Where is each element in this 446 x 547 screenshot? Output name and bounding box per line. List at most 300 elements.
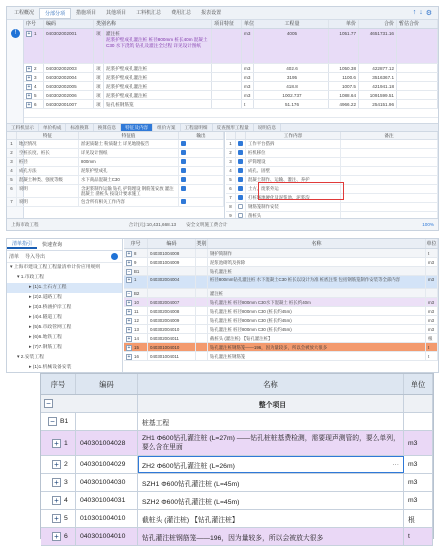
tree-item-label: (3)3.桥涵护岸工程	[32, 305, 72, 310]
row-code: 040302002006	[44, 91, 94, 99]
more-icon[interactable]: ···	[392, 461, 399, 468]
row-name-text: 泥浆护壁成孔灌注桩	[106, 84, 148, 89]
info-icon[interactable]: !	[11, 29, 20, 38]
row-seq	[124, 298, 148, 306]
table-row[interactable]	[41, 413, 433, 431]
feature-column-header: 输出	[179, 132, 224, 139]
row-quantity: 1002.737	[254, 91, 329, 99]
lower-tab[interactable]: 特征及内容	[121, 124, 153, 131]
row-seq	[124, 325, 148, 333]
expand-icon[interactable]: +	[52, 460, 61, 469]
expand-icon[interactable]: +	[27, 31, 31, 37]
row-name[interactable]	[138, 456, 404, 473]
tree-item[interactable]	[7, 363, 122, 373]
row-name[interactable]	[138, 431, 404, 455]
lower-tab[interactable]: 工料机显示	[7, 124, 39, 131]
expand-icon[interactable]: +	[52, 439, 61, 448]
row-type	[196, 267, 208, 275]
row-seq	[124, 267, 148, 275]
table-row[interactable]	[124, 289, 438, 298]
row-seq	[41, 528, 76, 545]
lower-tab[interactable]: 反查图形工程量	[213, 124, 254, 131]
column-header[interactable]: 单位	[244, 21, 255, 27]
grid-header	[24, 20, 438, 29]
row-spec	[212, 64, 242, 72]
expand-icon[interactable]: +	[27, 74, 31, 81]
expand-icon[interactable]: +	[52, 478, 61, 487]
row-name-text: ZH1 Φ600钻孔灌注桩 (L=27m) ——钻孔桩桩基费检测，需要现声测管的，要么单列，要么含在里面	[142, 435, 400, 451]
feature-output[interactable]	[179, 149, 224, 157]
toolbar-tab[interactable]: 其他项目	[106, 9, 127, 16]
column-header[interactable]: 名称	[104, 20, 212, 28]
row-seq-text: 11	[134, 309, 139, 314]
feature-output[interactable]	[179, 167, 224, 175]
column-header[interactable]: 类别	[96, 21, 107, 27]
checkbox-icon[interactable]	[238, 177, 243, 182]
lower-tab-bar	[7, 123, 438, 132]
tree-item[interactable]	[7, 283, 122, 293]
row-name-text: 钻孔灌注桩钢筋笼——196，因为量较多，所以会被放大很多	[142, 534, 324, 542]
toolbar-tab[interactable]: 工程概况	[14, 9, 35, 16]
column-header[interactable]: 类别	[196, 241, 207, 247]
row-code: 040302004008	[148, 307, 196, 315]
table-row[interactable]	[124, 352, 438, 361]
row-name: 截桩头 (灌注桩) 【钻孔灌注桩】	[208, 334, 426, 342]
feature-table	[7, 132, 225, 220]
work-content: 成孔、固壁	[246, 167, 341, 175]
row-seq-text: 14	[134, 336, 139, 341]
row-name	[104, 64, 212, 72]
work-no: 8	[226, 203, 236, 211]
row-unit: m3	[426, 258, 438, 266]
toolbar-tab[interactable]: 措施项目	[76, 9, 97, 16]
column-header[interactable]: 名称	[208, 239, 426, 248]
work-note	[341, 167, 438, 175]
work-row[interactable]	[226, 140, 438, 149]
feature-row[interactable]	[7, 198, 224, 207]
feature-name: 地层情况	[17, 140, 79, 148]
row-seq-text: 13	[134, 327, 139, 332]
expand-icon[interactable]: +	[127, 259, 131, 266]
row-seq	[24, 100, 44, 108]
checkbox-icon[interactable]	[181, 141, 186, 146]
tab-bill-guide[interactable]: 清单指引	[7, 240, 37, 249]
checkbox-icon[interactable]	[181, 199, 186, 204]
feature-value[interactable]: 泥浆护壁成孔	[79, 167, 179, 175]
status-right: 安全文明施工费合计	[186, 221, 228, 227]
row-unit: m3	[242, 29, 254, 63]
bill-button[interactable]: 清单	[9, 254, 20, 260]
row-code: 040301004031	[76, 492, 138, 509]
row-name[interactable]	[138, 474, 404, 491]
table-row[interactable]	[41, 474, 433, 492]
toolbar-tab[interactable]: 分部分项	[39, 8, 71, 19]
expand-icon[interactable]: +	[52, 514, 61, 523]
row-unit	[404, 395, 433, 412]
work-note	[341, 185, 438, 193]
table-row[interactable]	[24, 100, 438, 109]
column-header[interactable]: 项目特征	[212, 20, 242, 28]
checkbox-icon[interactable]	[181, 150, 186, 155]
row-estimate	[397, 64, 438, 72]
row-seq-text: 10	[134, 300, 139, 305]
work-row[interactable]	[226, 158, 438, 167]
row-code: 040301004029	[76, 456, 138, 473]
row-name-text: 桩基工程	[142, 419, 170, 427]
tree-item[interactable]	[7, 303, 122, 313]
arrow-down-icon[interactable]: ↓	[419, 9, 423, 16]
row-type	[196, 316, 208, 324]
expand-icon[interactable]: +	[27, 83, 31, 90]
collapse-icon[interactable]: −	[127, 290, 131, 297]
column-header[interactable]: 编码	[148, 239, 196, 248]
work-check[interactable]	[236, 185, 246, 193]
collapse-icon[interactable]: −	[127, 268, 131, 275]
work-note	[341, 203, 438, 211]
zoomed-bill-table	[40, 373, 434, 542]
work-check[interactable]	[236, 167, 246, 175]
row-name: 钻孔灌注桩	[208, 267, 426, 275]
checkbox-icon[interactable]	[181, 177, 186, 182]
zoom-level[interactable]: 100%	[422, 222, 434, 227]
feature-row[interactable]	[7, 167, 224, 176]
row-unit: m3	[426, 298, 438, 306]
import-export-button[interactable]: 导入导出	[25, 254, 46, 260]
work-row[interactable]	[226, 203, 438, 212]
feature-no: 4	[7, 167, 17, 175]
work-note	[341, 140, 438, 148]
row-code: 040302004010	[148, 325, 196, 333]
column-header[interactable]: 序号	[41, 374, 76, 394]
column-header[interactable]: 序号	[124, 239, 148, 248]
row-seq-text: 9	[134, 260, 137, 265]
feature-value[interactable]: 800mm	[79, 158, 179, 166]
feature-value[interactable]: 淤泥质黏土 粉质黏土 详见地勘报告	[79, 140, 179, 148]
status-total: 合计(元):10,431,668.13	[128, 221, 177, 227]
row-code: 040302004009	[148, 316, 196, 324]
row-type	[196, 289, 208, 297]
table-row[interactable]	[124, 325, 438, 334]
expand-icon[interactable]: +	[127, 317, 131, 324]
row-code: 040301004030	[76, 474, 138, 491]
add-icon[interactable]	[111, 253, 118, 260]
tree-item[interactable]	[7, 353, 122, 363]
work-row[interactable]	[226, 167, 438, 176]
column-header[interactable]: 单价	[329, 20, 359, 28]
work-note	[341, 158, 438, 166]
file-icon: ▸	[29, 325, 33, 330]
feature-value[interactable]: 包含所有相关工作内容	[79, 198, 179, 206]
table-row[interactable]	[124, 249, 438, 258]
lower-tab[interactable]: 单价构成	[39, 124, 66, 131]
table-row[interactable]	[41, 510, 433, 528]
expand-icon[interactable]: +	[127, 326, 131, 333]
work-row[interactable]	[226, 149, 438, 158]
row-type	[196, 298, 208, 306]
work-check[interactable]	[236, 203, 246, 211]
row-name: 钢护筒制作	[208, 249, 426, 257]
expand-icon[interactable]: +	[127, 353, 131, 360]
feature-output[interactable]	[179, 140, 224, 148]
row-seq	[24, 64, 44, 72]
feature-output[interactable]	[179, 185, 224, 197]
toolbar-tab[interactable]: 报表设置	[201, 9, 222, 16]
row-name[interactable]	[138, 413, 404, 430]
feature-value[interactable]: 含泥浆制作运输 钻孔 护筒埋设 钢筋笼安放 灌注混凝土 凿桩头 按设计要求施工	[79, 185, 179, 197]
feature-no: 3	[7, 158, 17, 166]
row-name	[104, 100, 212, 108]
work-content: 工作平台搭拆	[246, 140, 341, 148]
row-name[interactable]	[138, 395, 404, 412]
column-header[interactable]: 工程量	[254, 20, 329, 28]
expand-icon[interactable]: +	[27, 92, 31, 99]
feature-output[interactable]	[179, 158, 224, 166]
chevron-down-icon: ▾	[10, 265, 14, 270]
row-code	[76, 413, 138, 430]
feature-value[interactable]: 详见设计图纸	[79, 149, 179, 157]
grid-rows	[124, 249, 438, 361]
work-note	[341, 176, 438, 184]
row-unit: m3	[242, 73, 254, 81]
checkbox-icon[interactable]	[238, 150, 243, 155]
row-type: 项	[94, 29, 104, 63]
feature-name: 说明	[17, 185, 79, 197]
row-spec	[212, 73, 242, 81]
checkbox-icon[interactable]	[238, 204, 243, 209]
row-price: 1051.77	[329, 29, 359, 63]
table-row[interactable]	[24, 29, 438, 64]
work-check[interactable]	[236, 158, 246, 166]
table-header	[41, 374, 433, 395]
table-row[interactable]	[24, 73, 438, 82]
table-row[interactable]	[124, 334, 438, 343]
row-unit: t	[426, 352, 438, 360]
checkbox-icon[interactable]	[238, 195, 243, 200]
lower-tab[interactable]: 工程量明细	[181, 124, 213, 131]
checkbox-icon[interactable]	[238, 141, 243, 146]
expand-icon[interactable]: +	[127, 308, 131, 315]
column-header[interactable]: 合价	[359, 20, 397, 28]
arrow-up-icon[interactable]: ↑	[412, 9, 417, 16]
tree-item[interactable]	[7, 263, 122, 273]
tree-item-label: (6)6.地铁工程	[32, 335, 62, 340]
tree-item[interactable]	[7, 293, 122, 303]
feature-output[interactable]	[179, 176, 224, 184]
feature-output[interactable]	[179, 198, 224, 206]
feature-row[interactable]	[7, 158, 224, 167]
row-code: 040302002004	[44, 73, 94, 81]
checkbox-icon[interactable]	[181, 186, 186, 191]
row-unit: m3	[404, 474, 433, 491]
row-name[interactable]	[138, 510, 404, 527]
row-estimate	[397, 73, 438, 81]
expand-icon[interactable]: +	[27, 65, 31, 72]
highlight-box	[258, 182, 344, 200]
tab-quick-search[interactable]: 快速查询	[42, 242, 63, 248]
table-row[interactable]	[41, 395, 433, 413]
lower-tab[interactable]: 标准换算	[66, 124, 93, 131]
tree-item[interactable]	[7, 333, 122, 343]
checkbox-icon[interactable]	[238, 186, 243, 191]
feature-name: 说明	[17, 198, 79, 206]
checkbox-icon[interactable]	[238, 168, 243, 173]
feature-no: 1	[7, 140, 17, 148]
row-price: 4966.22	[329, 100, 359, 108]
row-seq-text: B1	[134, 269, 140, 274]
checkbox-icon[interactable]	[181, 159, 186, 164]
work-no: 3	[226, 158, 236, 166]
feature-rows	[7, 140, 224, 207]
row-name: 钻孔灌注桩钢筋笼	[208, 352, 426, 360]
row-seq	[124, 352, 148, 360]
main-toolbar	[7, 7, 438, 20]
table-row[interactable]	[124, 267, 438, 276]
table-row[interactable]	[41, 492, 433, 510]
row-unit: m3	[242, 91, 254, 99]
row-spec	[212, 91, 242, 99]
table-row[interactable]	[124, 316, 438, 325]
work-check[interactable]	[236, 149, 246, 157]
row-name	[104, 73, 212, 81]
work-check[interactable]	[236, 140, 246, 148]
file-icon: ▸	[29, 365, 33, 370]
row-unit: t	[426, 343, 438, 351]
tree-item[interactable]	[7, 343, 122, 353]
column-header[interactable]: 暂估合价	[397, 20, 438, 28]
tree-item[interactable]	[7, 323, 122, 333]
table-row[interactable]	[24, 64, 438, 73]
table-row[interactable]	[24, 82, 438, 91]
settings-icon[interactable]: ⚙	[425, 10, 432, 17]
tree-item[interactable]	[7, 273, 122, 283]
expand-icon[interactable]: +	[127, 250, 131, 257]
expand-icon[interactable]: +	[52, 532, 61, 541]
row-name[interactable]	[138, 492, 404, 509]
row-unit: m3	[426, 316, 438, 324]
work-note	[341, 149, 438, 157]
row-seq-text: 6	[64, 533, 68, 540]
row-name[interactable]	[138, 528, 404, 545]
row-type	[196, 343, 208, 351]
row-seq-text: 16	[134, 354, 139, 359]
row-type	[196, 249, 208, 257]
row-type: 项	[94, 64, 104, 72]
row-price: 1100.6	[329, 73, 359, 81]
feature-row[interactable]	[7, 176, 224, 185]
table-row[interactable]	[124, 343, 438, 352]
row-price: 1007.5	[329, 82, 359, 90]
work-check[interactable]	[236, 194, 246, 202]
table-row[interactable]	[124, 298, 438, 307]
row-unit: m3	[426, 307, 438, 315]
feature-row[interactable]	[7, 140, 224, 149]
table-row[interactable]	[124, 258, 438, 267]
row-unit: m3	[404, 456, 433, 473]
row-name	[104, 29, 212, 63]
row-type: 项	[94, 73, 104, 81]
expand-icon[interactable]: +	[127, 277, 131, 283]
collapse-icon[interactable]: −	[44, 399, 53, 408]
row-spec	[212, 82, 242, 90]
row-seq-text: 15	[134, 345, 139, 350]
row-code: 040302002003	[44, 64, 94, 72]
feature-row[interactable]	[7, 185, 224, 198]
row-unit: m3	[242, 64, 254, 72]
checkbox-icon[interactable]	[181, 168, 186, 173]
lower-tab[interactable]: 换算信息	[94, 124, 121, 131]
table-row[interactable]	[24, 91, 438, 100]
expand-icon[interactable]: +	[52, 496, 61, 505]
column-header[interactable]: 编码	[44, 20, 94, 28]
lower-tab[interactable]: 组价方案	[153, 124, 180, 131]
expand-icon[interactable]: +	[127, 344, 131, 351]
column-header[interactable]: 名称	[138, 374, 404, 394]
expand-icon[interactable]: +	[27, 101, 31, 108]
column-header[interactable]: 单位	[404, 374, 433, 394]
row-seq-text: 1	[134, 277, 137, 283]
row-code	[148, 289, 196, 297]
tree-item[interactable]	[7, 313, 122, 323]
column-header[interactable]: 单位	[426, 241, 437, 247]
feature-value[interactable]: 水下商品混凝土C30	[79, 176, 179, 184]
row-name-text: 泥浆护壁成孔灌注桩	[106, 93, 148, 98]
expand-icon[interactable]: +	[127, 299, 131, 306]
table-row[interactable]	[124, 276, 438, 289]
lower-tab[interactable]: 说明信息	[254, 124, 281, 131]
row-code: 040302002001	[44, 29, 94, 63]
table-row[interactable]	[41, 528, 433, 546]
work-header	[226, 132, 438, 140]
table-row[interactable]	[124, 307, 438, 316]
row-name: 钻孔灌注桩 桩径800mm C30 (桩长约45m)	[208, 316, 426, 324]
expand-icon[interactable]: +	[127, 335, 131, 342]
table-row[interactable]	[41, 431, 433, 456]
row-seq-text: 5	[64, 515, 68, 522]
checkbox-icon[interactable]	[238, 159, 243, 164]
row-name-text: 截桩头 (灌注桩) 【钻孔灌注桩】	[142, 516, 239, 524]
table-row[interactable]	[41, 456, 433, 474]
collapse-icon[interactable]: −	[48, 417, 57, 426]
feature-name: 混凝土种类、强度等级	[17, 176, 79, 184]
row-seq-text: 2	[64, 461, 68, 468]
row-name-text: ZH2 Φ600钻孔灌注桩 (L=26m)	[142, 462, 235, 470]
row-seq	[124, 276, 148, 288]
row-estimate	[397, 29, 438, 63]
row-seq	[41, 474, 76, 491]
row-type	[196, 276, 208, 288]
row-estimate	[397, 82, 438, 90]
row-total: 1091599.51	[359, 91, 397, 99]
row-code: 040302001007	[44, 100, 94, 108]
software-panel-middle	[6, 238, 439, 373]
row-code: 040301004010	[76, 528, 138, 545]
row-code	[148, 267, 196, 275]
tree-item-label: (1)1.土石方工程	[32, 285, 67, 290]
toolbar-tab[interactable]: 费用汇总	[171, 9, 192, 16]
column-header[interactable]: 编码	[76, 374, 138, 394]
row-type: 项	[94, 100, 104, 108]
feature-row[interactable]	[7, 149, 224, 158]
row-code: 040302004011	[148, 334, 196, 342]
row-total: 254151.96	[359, 100, 397, 108]
work-check[interactable]	[236, 176, 246, 184]
column-header[interactable]: 序号	[24, 20, 44, 28]
row-name-text: 钻孔桩钢筋笼	[106, 102, 134, 107]
work-column-header: 工作内容	[246, 132, 341, 139]
toolbar-tab[interactable]: 工料机汇总	[136, 9, 162, 16]
table-rows	[41, 395, 433, 546]
row-name-text: SZH2 Φ600钻孔灌注桩 (L=45m)	[142, 498, 240, 506]
